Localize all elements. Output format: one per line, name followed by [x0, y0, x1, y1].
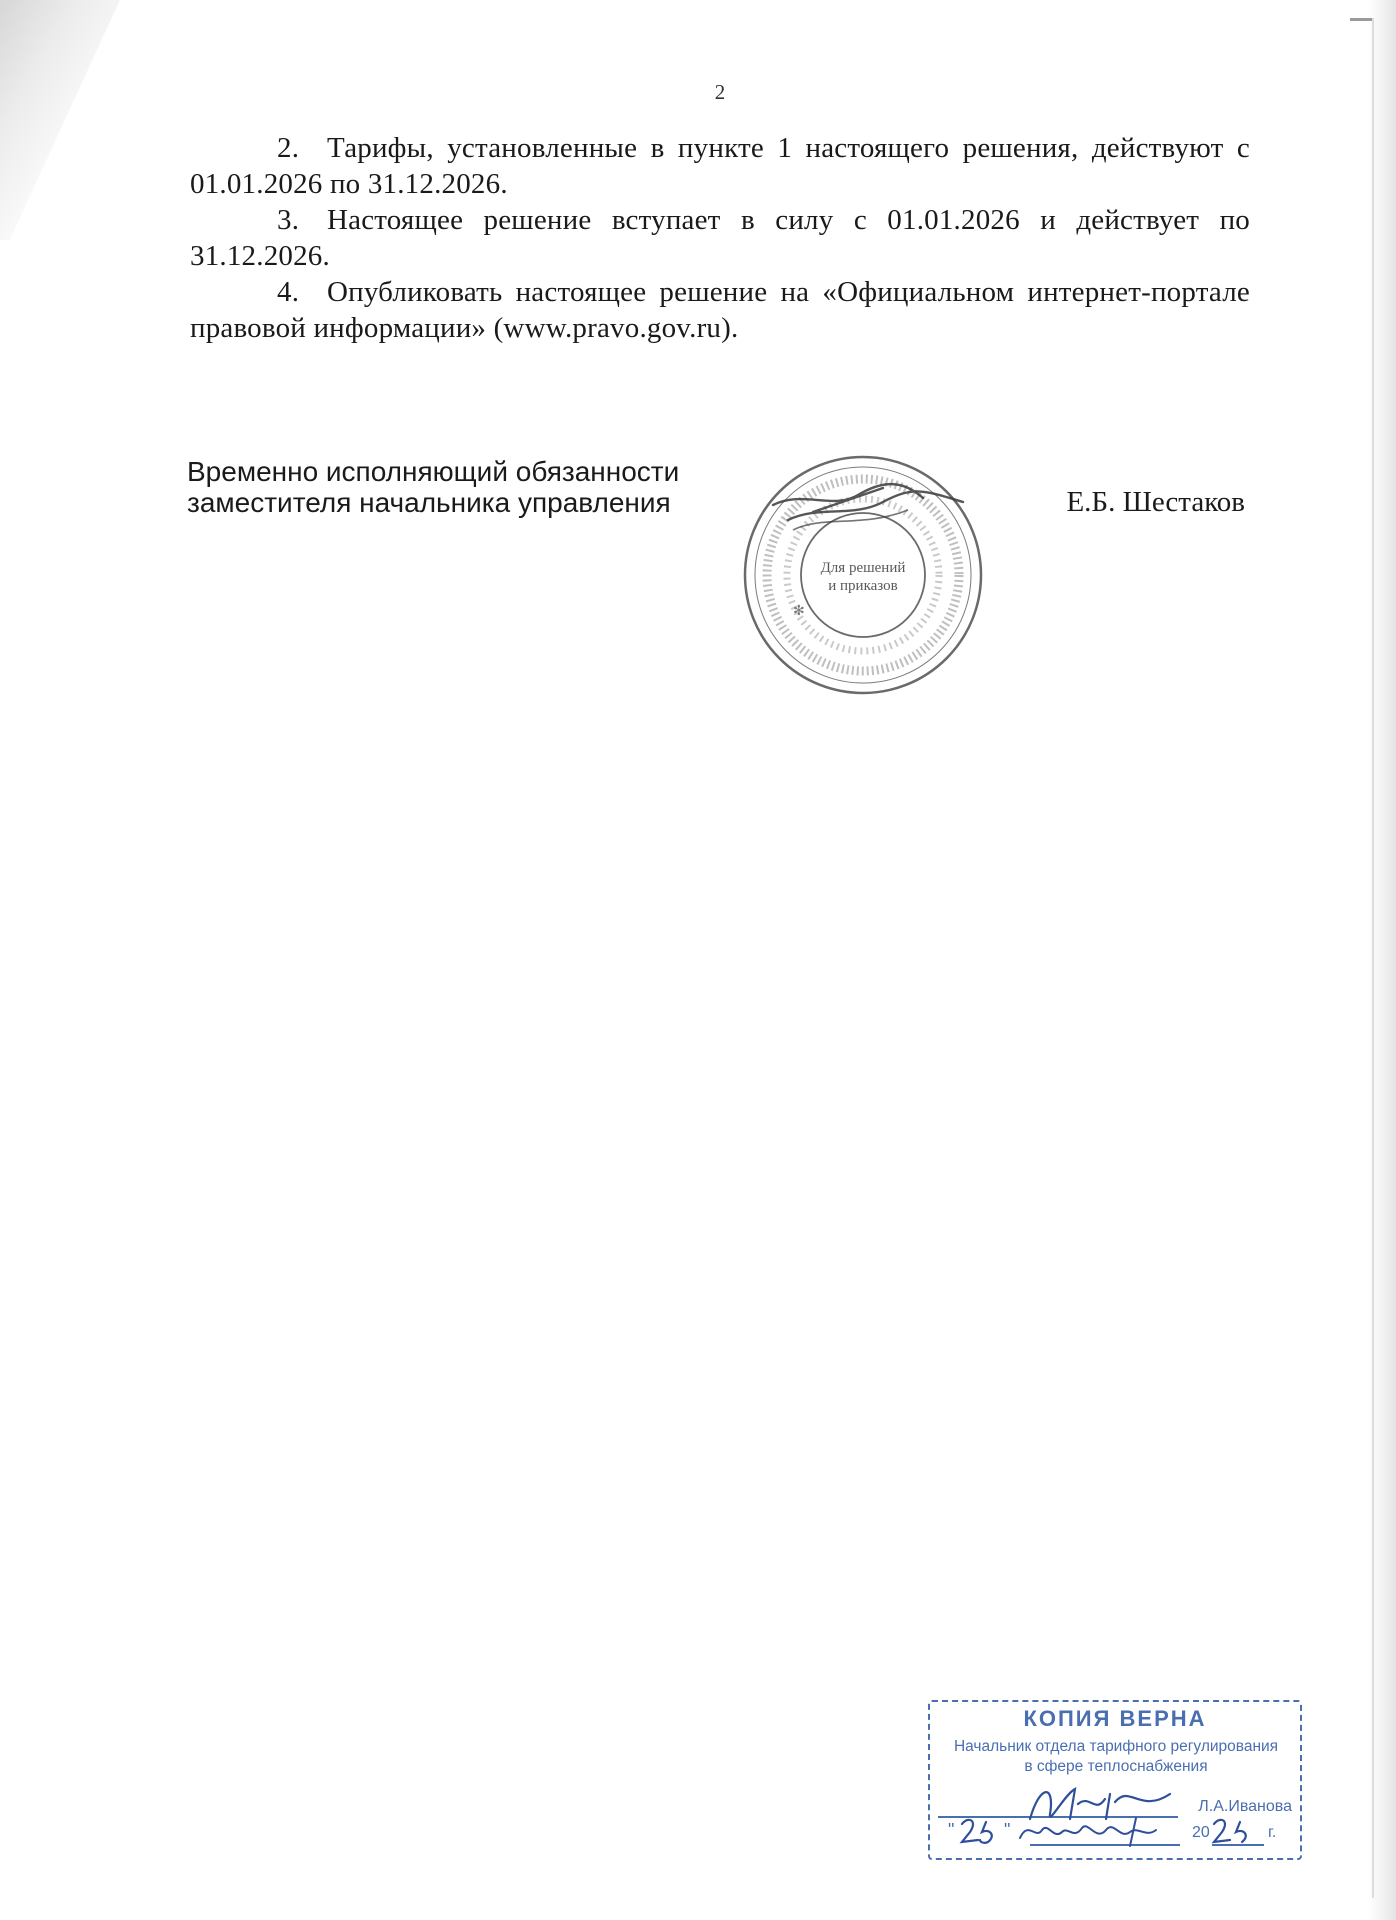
paragraph-text: Настоящее решение вступает в силу с 01.01.2026 и действует по 31.12.2026. [190, 204, 1250, 272]
scan-mark [1350, 18, 1372, 21]
svg-text:✻: ✻ [793, 604, 805, 619]
signature-block [187, 456, 1267, 716]
handwritten-date-icon [950, 1810, 1290, 1852]
signatory-position-line: Временно исполняющий обязанности [187, 456, 680, 487]
paragraph-2 [190, 130, 1250, 202]
decision-body [190, 130, 1250, 346]
stamp-year-prefix: 20 [1192, 1824, 1210, 1841]
signatory-position [187, 456, 679, 518]
scan-line [1372, 18, 1374, 1898]
stamp-title: КОПИЯ ВЕРНА [1023, 1706, 1207, 1731]
paragraph-number: 2. [277, 132, 300, 164]
paragraph-3 [190, 202, 1250, 274]
signatory-position-line: заместителя начальника управления [187, 487, 671, 518]
paragraph-text: Тарифы, установленные в пункте 1 настоящего решения, действуют с 01.01.2026 по 31.12.2026. [190, 132, 1250, 200]
paragraph-4 [190, 274, 1250, 346]
signatory-name: Е.Б. Шестаков [1066, 486, 1245, 518]
stamp-signer-name: Л.А.Иванова [1198, 1798, 1292, 1815]
stamp-year-suffix: г. [1268, 1824, 1277, 1841]
paragraph-number: 3. [277, 204, 300, 236]
seal-center-text: Для решений [820, 560, 906, 576]
stamp-date-quote: " [1004, 1820, 1011, 1840]
stamp-date-quote: " [948, 1820, 955, 1840]
stamp-position-line: в сфере теплоснабжения [1024, 1758, 1208, 1775]
official-seal-icon [733, 450, 993, 700]
stamp-position-line: Начальник отдела тарифного регулирования [953, 1738, 1279, 1755]
page-number: 2 [714, 80, 726, 104]
scan-shadow-left [0, 0, 120, 240]
seal-center-text: и приказов [828, 578, 898, 594]
paragraph-number: 4. [277, 276, 300, 308]
paragraph-text: Опубликовать настоящее решение на «Официальном интернет-портале правовой информации» (www.pravo.gov.ru). [190, 276, 1250, 344]
copy-certification-stamp [928, 1700, 1302, 1860]
